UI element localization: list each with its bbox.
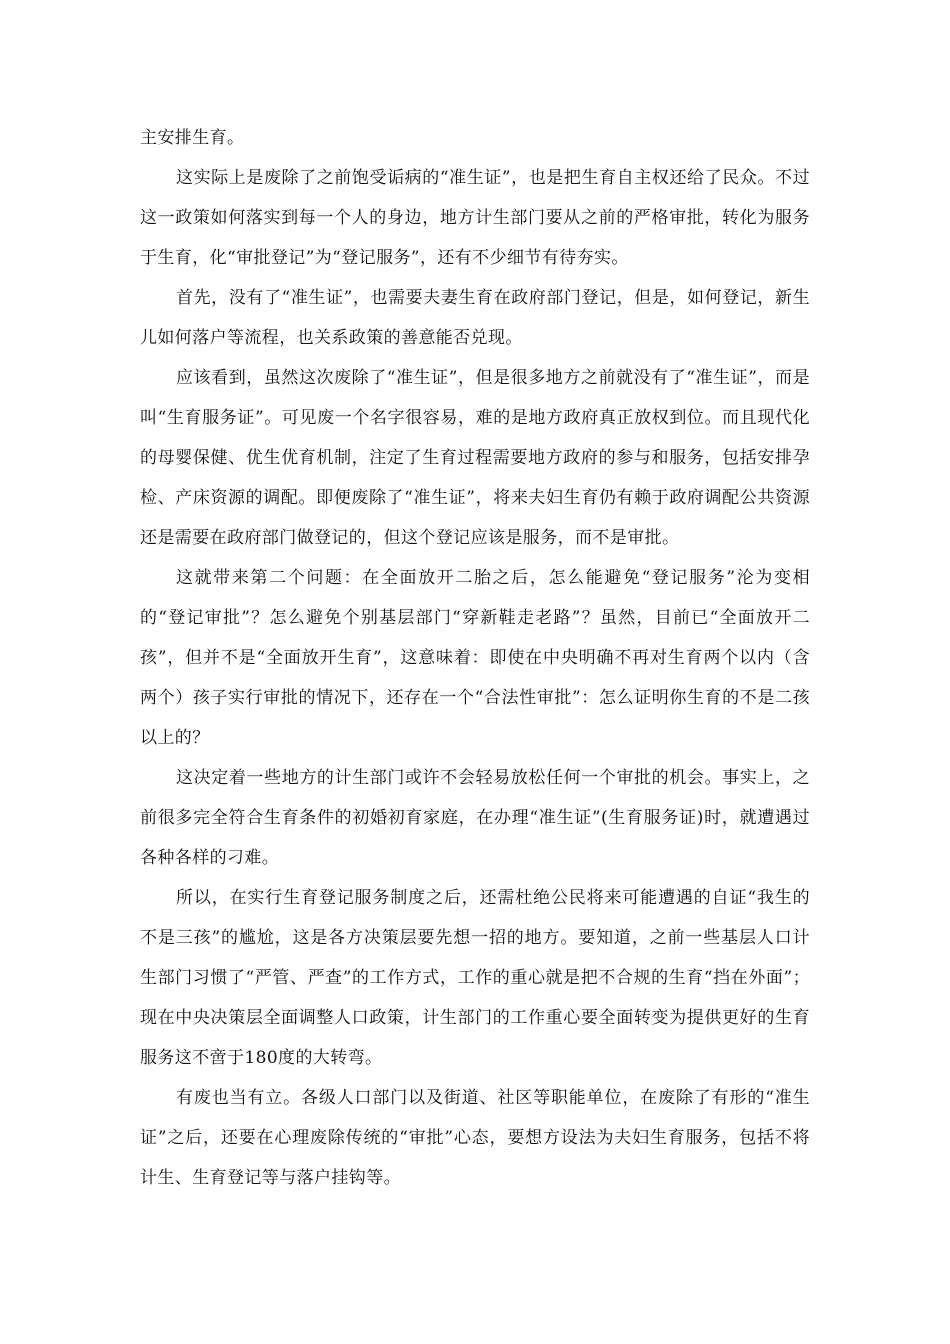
paragraph: 这实际上是废除了之前饱受诟病的“准生证”，也是把生育自主权还给了民众。不过这一政策如何落实到每一个人的身边，地方计生部门要从之前的严格审批，转化为服务于生育，化“审批登记”为“登记服务”，还有不少细节有待夯实。 [140, 168, 810, 268]
document-body [140, 118, 810, 1198]
paragraph: 有废也当有立。各级人口部门以及街道、社区等职能单位，在废除了有形的“准生证”之后，还要在心理废除传统的“审批”心态，要想方设法为夫妇生育服务，包括不将计生、生育登记等与落户挂钩等。 [140, 1088, 810, 1188]
paragraph: 所以，在实行生育登记服务制度之后，还需杜绝公民将来可能遭遇的自证“我生的不是三孩”的尴尬，这是各方决策层要先想一招的地方。要知道，之前一些基层人口计生部门习惯了“严管、严查”的工作方式，工作的重心就是把不合规的生育“挡在外面”；现在中央决策层全面调整人口政策，计生部门的工作重心要全面转变为提供更好的生育服务这不啻于180度的大转弯。 [140, 888, 810, 1068]
paragraph: 应该看到，虽然这次废除了“准生证”，但是很多地方之前就没有了“准生证”，而是叫“生育服务证”。可见废一个名字很容易，难的是地方政府真正放权到位。而且现代化的母婴保健、优生优育机制，注定了生育过程需要地方政府的参与和服务，包括安排孕检、产床资源的调配。即便废除了“准生证”，将来夫妇生育仍有赖于政府调配公共资源还是需要在政府部门做登记的，但这个登记应该是服务，而不是审批。 [140, 368, 810, 548]
paragraph: 这就带来第二个问题：在全面放开二胎之后，怎么能避免“登记服务”沦为变相的“登记审批”？怎么避免个别基层部门“穿新鞋走老路”？虽然，目前已“全面放开二孩”，但并不是“全面放开生育”，这意味着：即使在中央明确不再对生育两个以内（含两个）孩子实行审批的情况下，还存在一个“合法性审批”：怎么证明你生育的不是二孩以上的？ [140, 568, 810, 748]
paragraph: 首先，没有了“准生证”，也需要夫妻生育在政府部门登记，但是，如何登记，新生儿如何落户等流程，也关系政策的善意能否兑现。 [140, 288, 810, 348]
paragraph: 这决定着一些地方的计生部门或许不会轻易放松任何一个审批的机会。事实上，之前很多完全符合生育条件的初婚初育家庭，在办理“准生证”(生育服务证)时，就遭遇过各种各样的刁难。 [140, 768, 810, 868]
paragraph: 主安排生育。 [140, 128, 245, 148]
